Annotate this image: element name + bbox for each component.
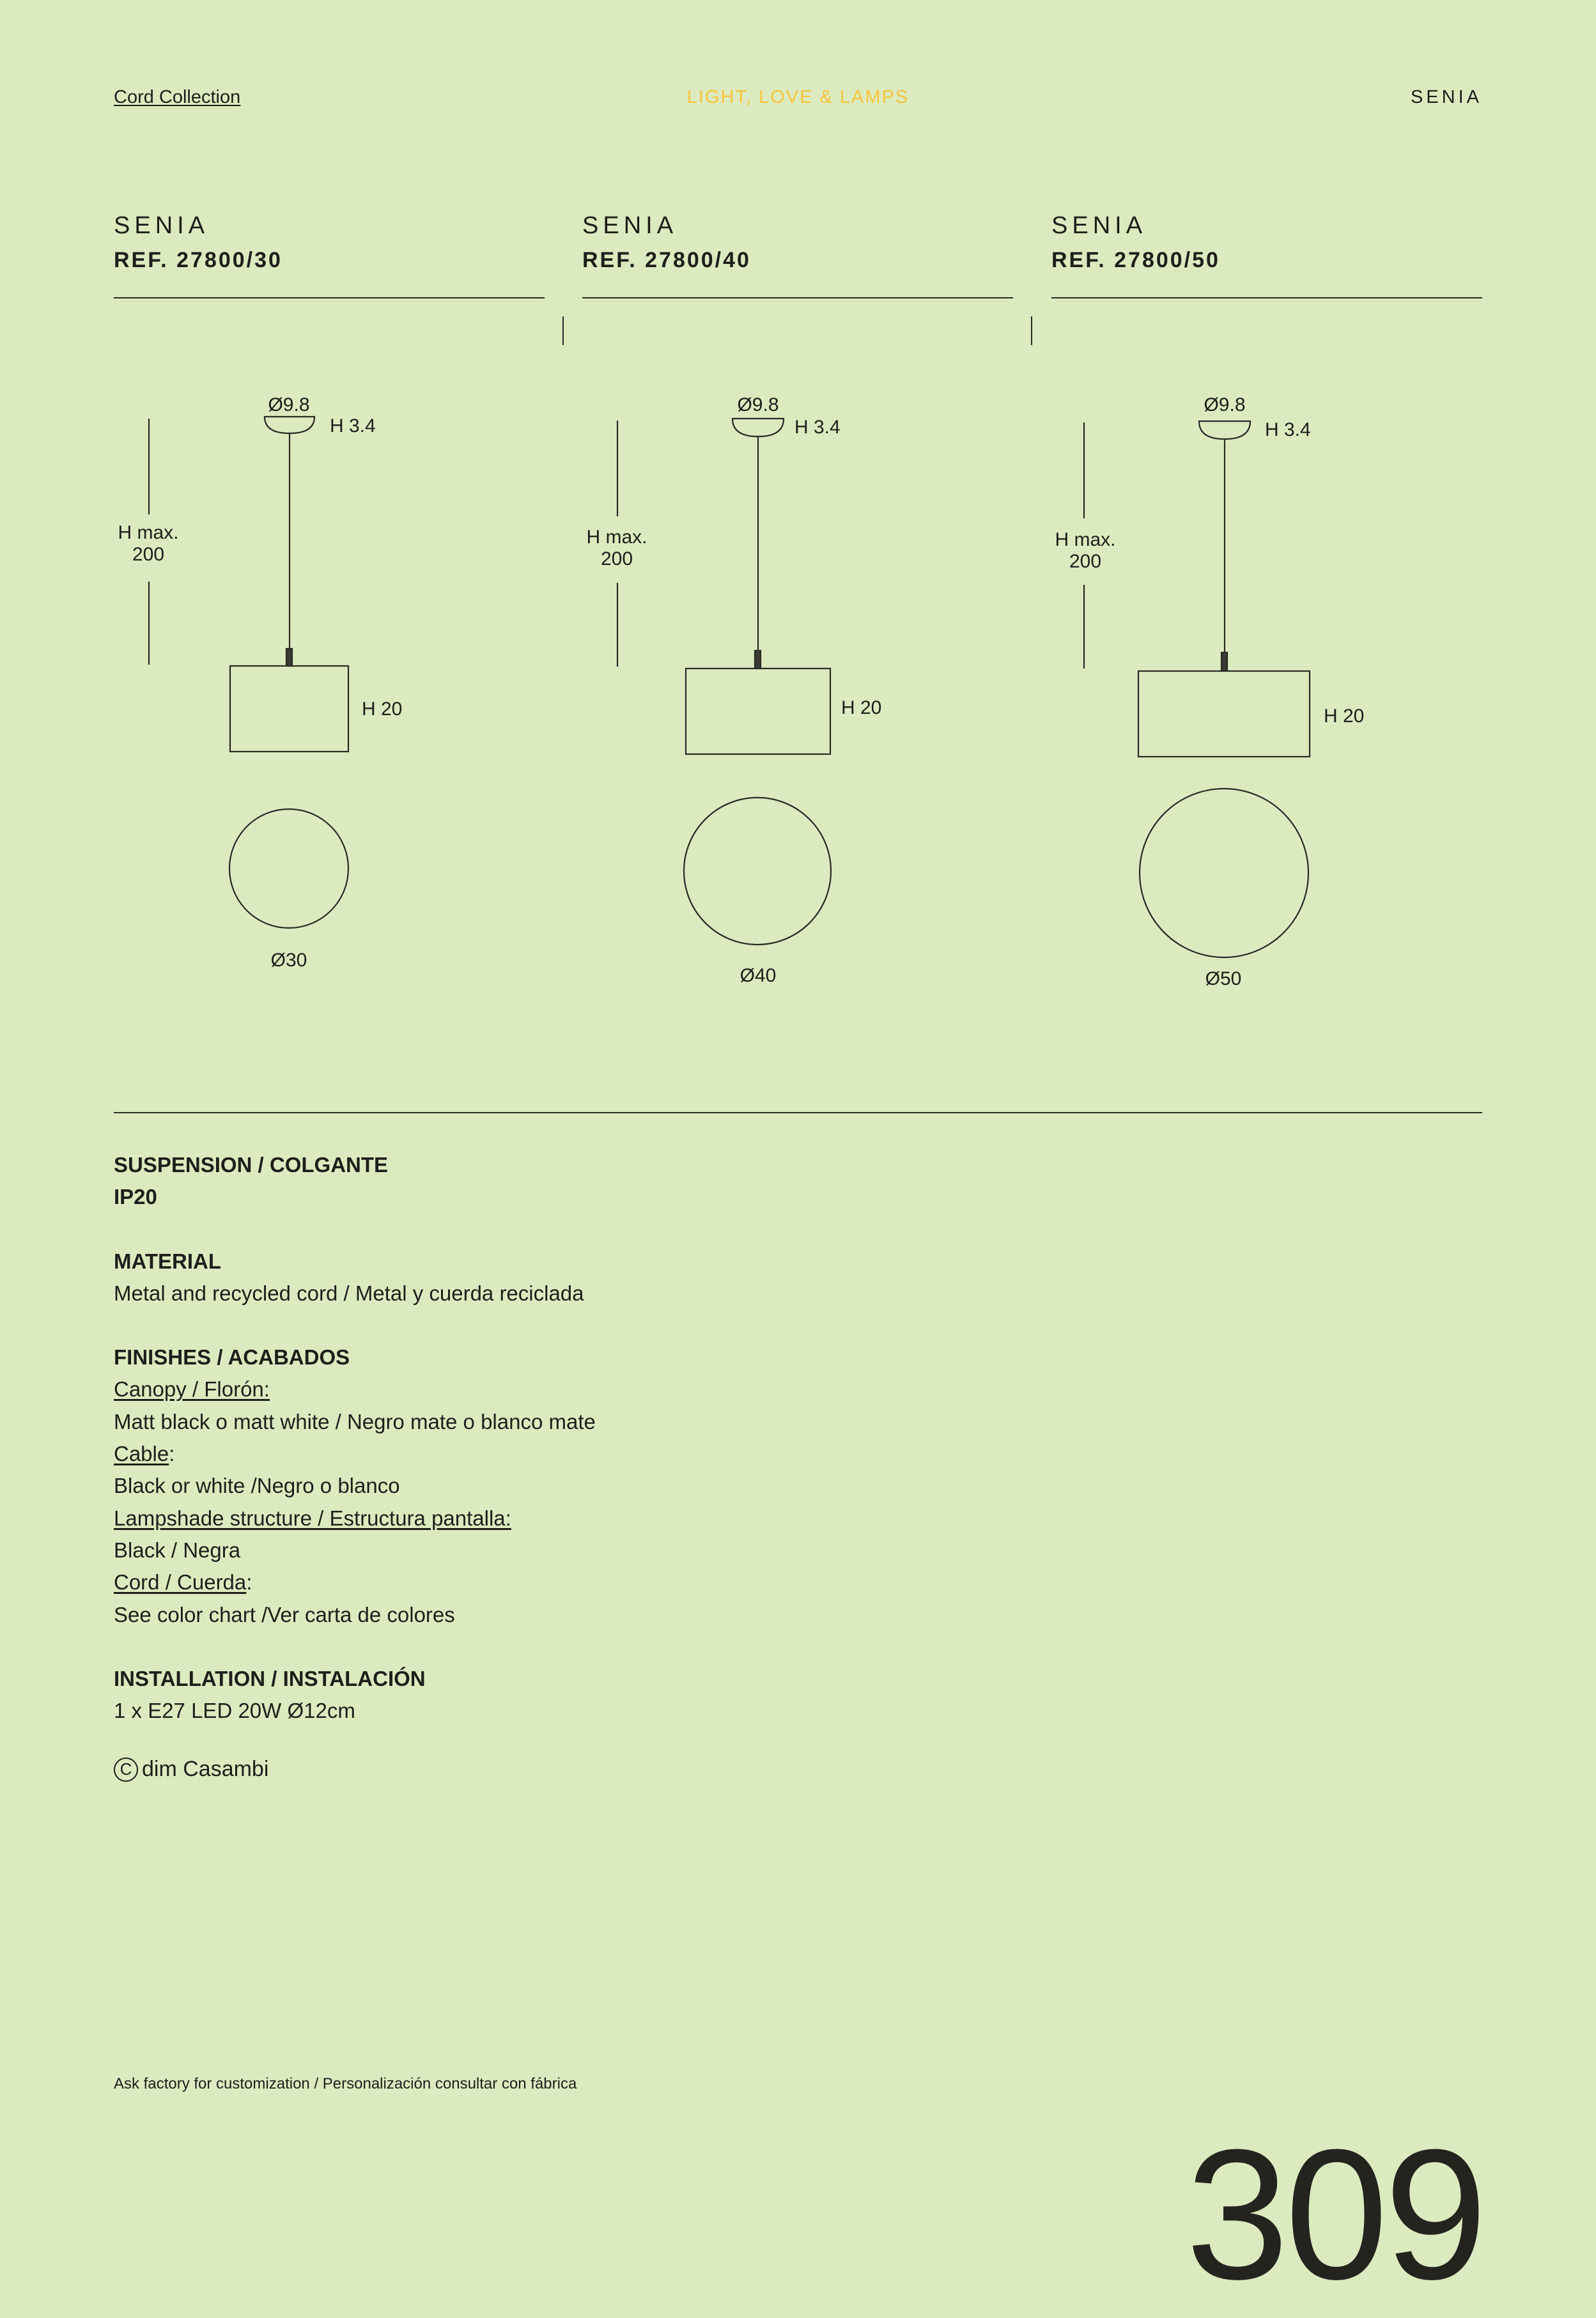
canopy-3: [1199, 421, 1250, 439]
product-3-ref: REF. 27800/50: [1051, 248, 1220, 272]
shade-diameter-2: Ø40: [740, 965, 777, 986]
technical-drawings: [0, 0, 1596, 1023]
lampshade-text: Black / Negra: [114, 1538, 241, 1562]
cord-text: See color chart /Ver carta de colores: [114, 1602, 455, 1626]
shade-height-2: H 20: [841, 697, 882, 718]
socket-2: [755, 651, 761, 668]
shade-side-1: [230, 666, 348, 752]
canopy-diameter-1: Ø9.8: [268, 394, 310, 415]
shade-side-3: [1138, 671, 1310, 757]
cable-row: [114, 1438, 596, 1470]
canopy-text: Matt black o matt white / Negro mate o blanco mate: [114, 1409, 596, 1433]
drawing-1: [149, 417, 348, 928]
canopy-1: [265, 417, 314, 433]
product-2-name: SENIA: [582, 212, 678, 239]
product-1-ref: REF. 27800/30: [114, 248, 283, 272]
height-label-2a: H max.: [586, 527, 647, 548]
lampshade-label: Lampshade structure / Estructura pantalla:: [114, 1506, 511, 1530]
material-title: MATERIAL: [114, 1249, 222, 1273]
height-label-1a: H max.: [118, 522, 179, 543]
type-title: SUSPENSION / COLGANTE: [114, 1153, 389, 1177]
canopy-diameter-3: Ø9.8: [1204, 394, 1246, 415]
cable-label: Cable: [114, 1442, 169, 1466]
section-rule: [114, 1112, 1482, 1113]
canopy-diameter-2: Ø9.8: [737, 394, 779, 415]
shade-top-3: [1140, 789, 1308, 957]
canopy-height-1: H 3.4: [330, 415, 376, 437]
drawing-3: [1084, 421, 1310, 957]
copyright-circle-icon: C: [114, 1758, 138, 1782]
logo-text: dim Casambi: [142, 1757, 269, 1781]
product-1-name: SENIA: [114, 212, 210, 239]
product-2-ref: REF. 27800/40: [582, 248, 751, 272]
cord-colon: :: [246, 1570, 252, 1595]
installation-text: 1 x E27 LED 20W Ø12cm: [114, 1699, 355, 1723]
canopy-height-3: H 3.4: [1265, 419, 1311, 440]
product-3-name: SENIA: [1051, 212, 1147, 239]
canopy-label: Canopy / Florón:: [114, 1377, 270, 1402]
shade-top-1: [229, 809, 348, 928]
cord-row: [114, 1566, 596, 1598]
tagline: LIGHT, LOVE & LAMPS: [686, 87, 910, 107]
height-label-3a: H max.: [1055, 529, 1116, 550]
spec-block: [114, 1149, 596, 1727]
shade-top-2: [684, 798, 831, 945]
shade-height-3: H 20: [1324, 706, 1365, 727]
collection-link[interactable]: Cord Collection: [114, 87, 241, 107]
cord-label: Cord / Cuerda: [114, 1570, 247, 1595]
socket-1: [286, 649, 292, 666]
product-name-header: SENIA: [1410, 87, 1482, 107]
ip-rating: IP20: [114, 1185, 157, 1209]
shade-height-1: H 20: [362, 699, 403, 720]
canopy-2: [732, 419, 784, 437]
height-label-2b: 200: [600, 548, 633, 569]
shade-side-2: [686, 668, 830, 754]
drawing-2: [617, 419, 831, 945]
canopy-height-2: H 3.4: [794, 417, 841, 438]
installation-title: INSTALLATION / INSTALACIÓN: [114, 1666, 426, 1690]
dim-casambi-logo: [114, 1757, 268, 1782]
material-text: Metal and recycled cord / Metal y cuerda reciclada: [114, 1281, 584, 1305]
height-label-1b: 200: [132, 544, 165, 565]
height-label-3b: 200: [1069, 551, 1102, 572]
cable-text: Black or white /Negro o blanco: [114, 1474, 400, 1498]
customization-note: Ask factory for customization / Personalización consultar con fábrica: [114, 2075, 577, 2092]
finishes-title: FINISHES / ACABADOS: [114, 1345, 350, 1370]
page-number: 309: [1186, 2111, 1484, 2318]
shade-diameter-1: Ø30: [270, 950, 307, 971]
shade-diameter-3: Ø50: [1205, 968, 1242, 989]
cable-colon: :: [169, 1442, 175, 1466]
socket-3: [1221, 653, 1227, 671]
